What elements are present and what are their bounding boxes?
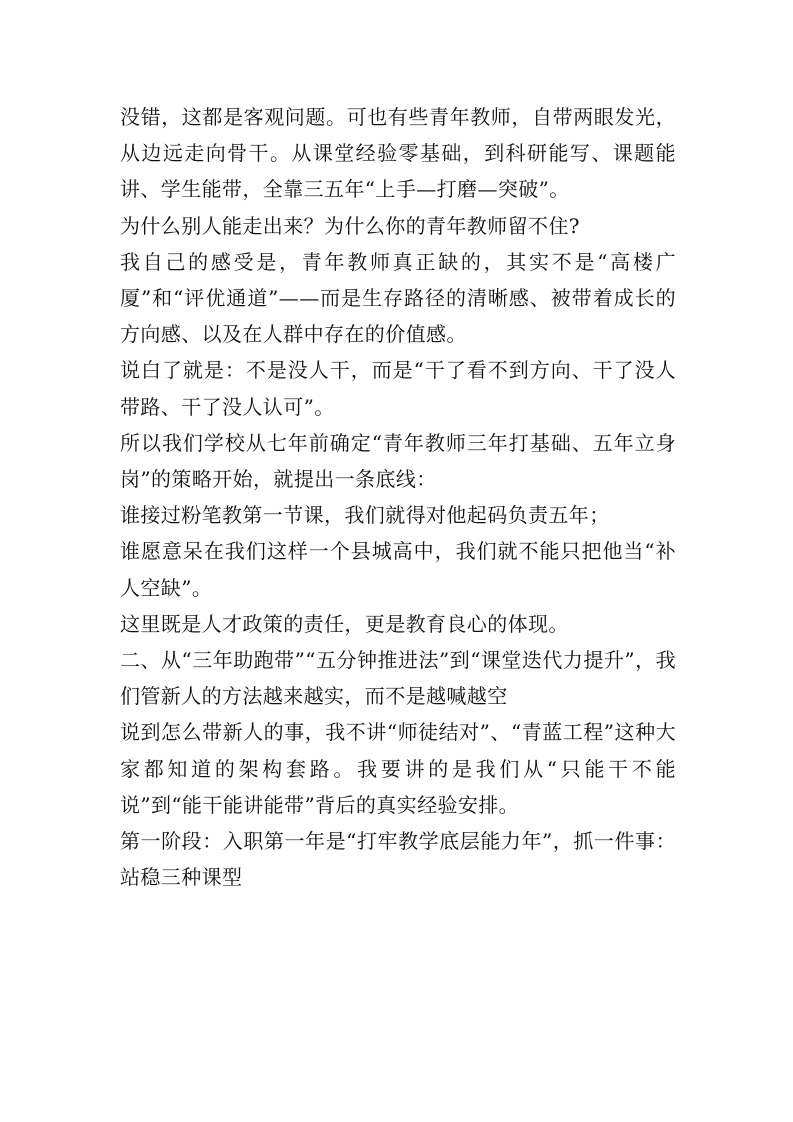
paragraph-5: 所以我们学校从七年前确定“青年教师三年打基础、五年立身岗”的策略开始，就提出一条底线： [120, 430, 676, 492]
paragraph-2: 为什么别人能走出来？为什么你的青年教师留不住? [120, 213, 580, 238]
paragraph-1: 没错，这都是客观问题。可也有些青年教师，自带两眼发光，从边远走向骨干。从课堂经验零基础，到科研能写、课题能讲、学生能带，全靠三五年“上手—打磨—突破”。 [120, 105, 676, 202]
paragraph-8: 这里既是人才政策的责任，更是教育良心的体现。 [120, 611, 569, 636]
section-heading-2: 二、从“三年助跑带”“五分钟推进法”到“课堂迭代力提升”，我们管新人的方法越来越实，而不是越喊越空 [120, 648, 676, 709]
paragraph-3: 我自己的感受是，青年教师真正缺的，其实不是“高楼广厦”和“评优通道”——而是生存路径的清晰感、被带着成长的方向感、以及在人群中存在的价值感。 [120, 249, 676, 347]
paragraph-10: 说到怎么带新人的事，我不讲“师徒结对”、“青蓝工程”这种大家都知道的架构套路。我要讲的是我们从“只能干不能说”到“能干能讲能带”背后的真实经验安排。 [120, 720, 676, 817]
paragraph-7: 谁愿意呆在我们这样一个县城高中，我们就不能只把他当“补人空缺”。 [120, 539, 676, 600]
document-page [120, 99, 676, 895]
paragraph-6: 谁接过粉笔教第一节课，我们就得对他起码负责五年； [120, 503, 610, 528]
paragraph-11: 第一阶段：入职第一年是“打牢教学底层能力年”，抓一件事：站稳三种课型 [120, 829, 676, 890]
paragraph-4: 说白了就是：不是没人干，而是“干了看不到方向、干了没人带路、干了没人认可”。 [120, 358, 676, 419]
